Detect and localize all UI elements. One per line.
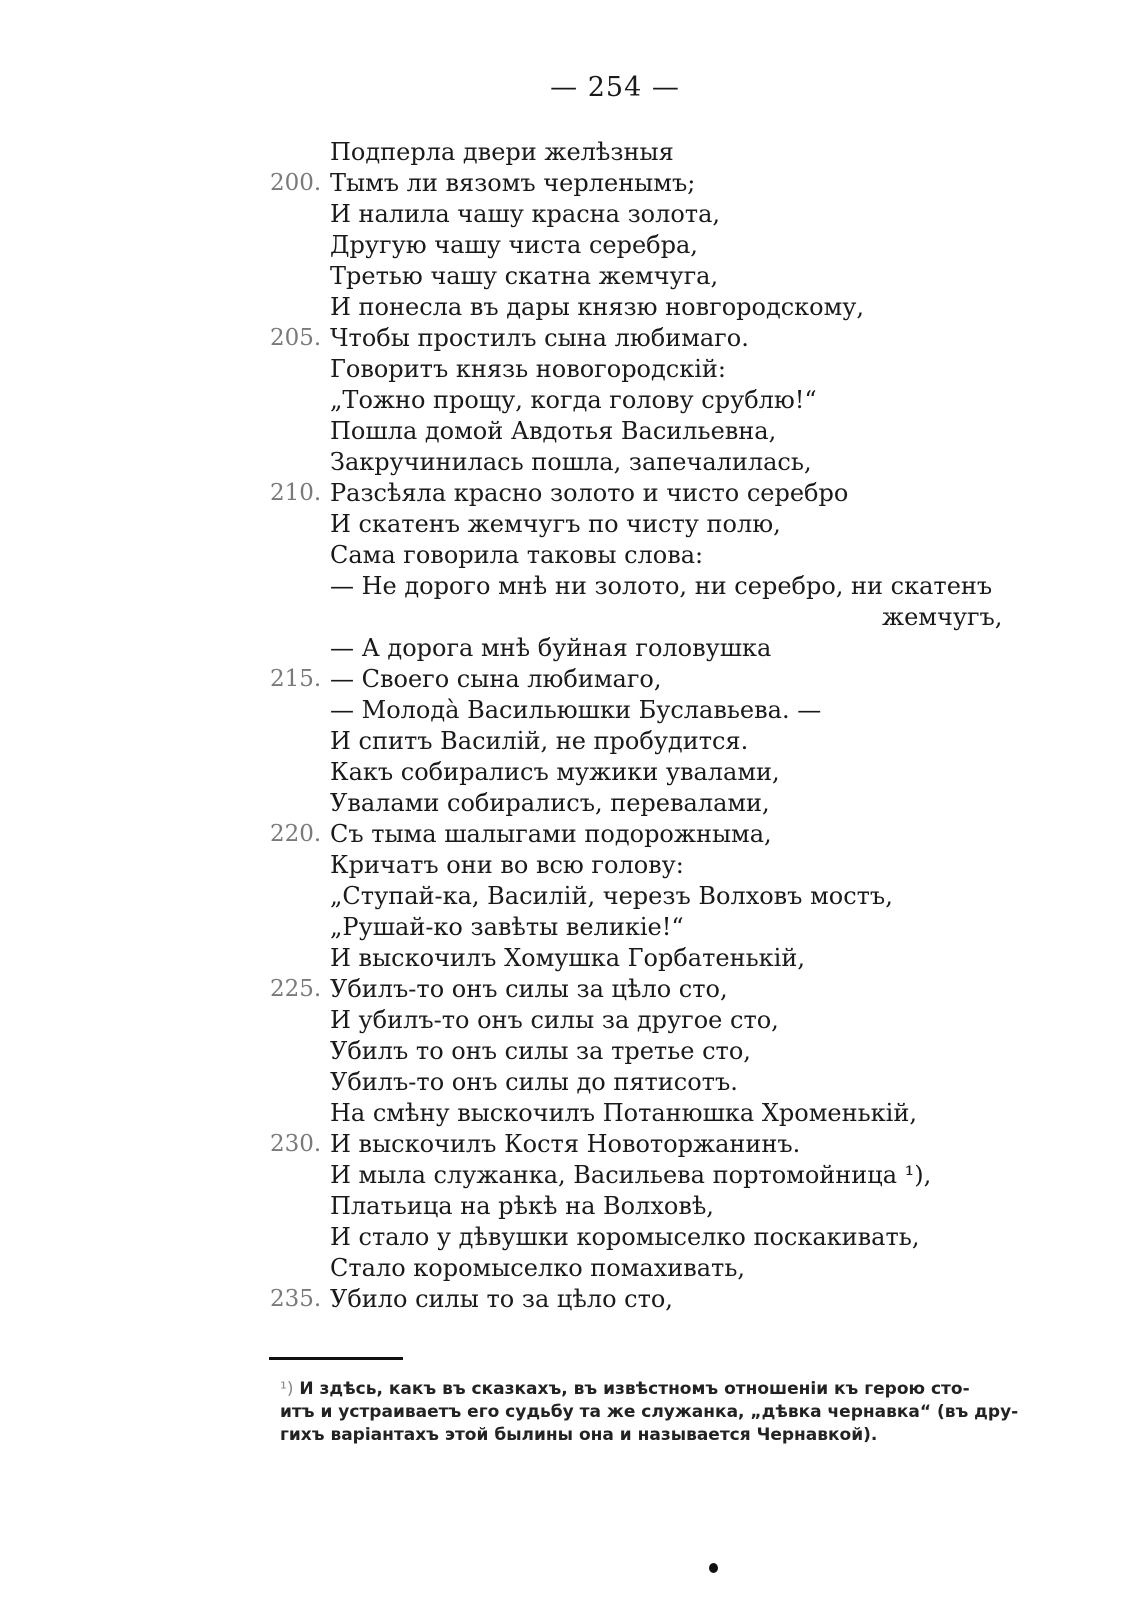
footnote-line-1 (280, 1378, 1020, 1401)
verse-text: — Своего сына любимаго, (330, 665, 662, 693)
line-number: 200. (270, 170, 322, 196)
footnote (280, 1378, 1020, 1447)
verse-line (270, 1005, 1110, 1036)
verse-text: И налила чашу красна золота, (330, 200, 721, 228)
verse-text: Стало коромыселко помахивать, (330, 1254, 746, 1282)
verse-line (270, 819, 1110, 850)
line-number: 225. (270, 976, 322, 1002)
verse-text: — А дорога мнѣ буйная головушка (330, 634, 772, 662)
verse-line (270, 1036, 1110, 1067)
verse-line (270, 633, 1110, 664)
line-number: 235. (270, 1286, 322, 1312)
verse-text: Сама говорила таковы слова: (330, 541, 704, 569)
verse-line (270, 1129, 1110, 1160)
verse-text: Другую чашу чиста серебра, (330, 231, 698, 259)
page-number: — 254 — (550, 72, 680, 103)
footnote-line-2: итъ и устраиваетъ его судьбу та же служанка, „дѣвка чернавка“ (въ дру- (280, 1402, 1019, 1422)
verse-line (270, 385, 1110, 416)
verse-line (270, 199, 1110, 230)
poem-body (270, 137, 1110, 1315)
verse-line (270, 695, 1110, 726)
footnote-mark: ¹) (280, 1379, 294, 1399)
verse-text: „Тожно прощу, когда голову срублю!“ (330, 386, 817, 414)
verse-text: — Не дорого мнѣ ни золото, ни серебро, ни скатенъ (330, 572, 993, 600)
verse-text: Какъ собиралисъ мужики увалами, (330, 758, 780, 786)
verse-text: Платьица на рѣкѣ на Волховѣ, (330, 1192, 714, 1220)
verse-text: Разсѣяла красно золото и чисто серебро (330, 479, 849, 507)
verse-line (270, 447, 1110, 478)
stray-ink-mark (709, 1563, 718, 1573)
line-number: 205. (270, 325, 322, 351)
verse-text: И стало у дѣвушки коромыселко поскакивать, (330, 1223, 920, 1251)
verse-text: „Рушай-ко завѣты великіе!“ (330, 913, 684, 941)
verse-text: И скатенъ жемчугъ по чисту полю, (330, 510, 781, 538)
footnote-text: И здѣсь, какъ въ сказкахъ, въ извѣстномъ отношеніи къ герою сто- (299, 1379, 970, 1399)
verse-line (270, 974, 1110, 1005)
verse-line (270, 416, 1110, 447)
verse-line (270, 912, 1110, 943)
verse-text: И выскочилъ Хомушка Горбатенькій, (330, 944, 805, 972)
line-number: 215. (270, 666, 322, 692)
verse-text: Говоритъ князь новогородскій: (330, 355, 726, 383)
verse-text: И мыла служанка, Васильева портомойница ¹), (330, 1161, 932, 1189)
verse-text: Тымъ ли вязомъ черленымъ; (330, 169, 696, 197)
verse-text: Чтобы простилъ сына любимаго. (330, 324, 749, 352)
verse-line (270, 881, 1110, 912)
verse-text: Съ тыма шалыгами подорожныма, (330, 820, 772, 848)
verse-line (270, 602, 1110, 633)
verse-text: Кричатъ они во всю голову: (330, 851, 684, 879)
verse-text: Закручинилась пошла, запечалилась, (330, 448, 812, 476)
verse-text: И понесла въ дары князю новгородскому, (330, 293, 865, 321)
verse-text: И убилъ-то онъ силы за другое сто, (330, 1006, 779, 1034)
verse-line (270, 1284, 1110, 1315)
line-number: 230. (270, 1131, 322, 1157)
verse-text: Убилъ-то онъ силы за цѣло сто, (330, 975, 728, 1003)
verse-line (270, 571, 1110, 602)
verse-line (270, 261, 1110, 292)
verse-text: жемчугъ, (882, 603, 1003, 631)
verse-line (270, 1253, 1110, 1284)
verse-text: На смѣну выскочилъ Потанюшка Хроменькій, (330, 1099, 917, 1127)
verse-line (270, 757, 1110, 788)
verse-line (270, 726, 1110, 757)
verse-line (270, 1191, 1110, 1222)
verse-line (270, 292, 1110, 323)
verse-line (270, 788, 1110, 819)
verse-text: И выскочилъ Костя Новоторжанинъ. (330, 1130, 801, 1158)
verse-text: „Ступай-ка, Василій, черезъ Волховъ мостъ, (330, 882, 893, 910)
verse-line (270, 137, 1110, 168)
verse-line (270, 1222, 1110, 1253)
verse-line (270, 354, 1110, 385)
line-number: 210. (270, 480, 322, 506)
verse-text: Убило силы то за цѣло сто, (330, 1285, 673, 1313)
verse-text: Увалами собиралисъ, перевалами, (330, 789, 770, 817)
verse-line (270, 540, 1110, 571)
verse-text: Убилъ-то онъ силы до пятисотъ. (330, 1068, 738, 1096)
verse-line (270, 509, 1110, 540)
verse-line (270, 168, 1110, 199)
verse-line (270, 478, 1110, 509)
verse-text: Пошла домой Авдотья Васильевна, (330, 417, 777, 445)
line-number: 220. (270, 821, 322, 847)
verse-line (270, 323, 1110, 354)
verse-line (270, 1098, 1110, 1129)
verse-text: И спитъ Василій, не пробудится. (330, 727, 749, 755)
verse-text: Третью чашу скатна жемчуга, (330, 262, 719, 290)
verse-text: Подперла двери желѣзныя (330, 138, 674, 166)
verse-text: Убилъ то онъ силы за третье сто, (330, 1037, 751, 1065)
verse-line (270, 664, 1110, 695)
footnote-separator (269, 1357, 403, 1360)
verse-line (270, 850, 1110, 881)
verse-line (270, 1160, 1110, 1191)
footnote-line-3: гихъ варіантахъ этой былины она и называется Чернавкой). (280, 1425, 878, 1445)
verse-line (270, 230, 1110, 261)
verse-line (270, 1067, 1110, 1098)
verse-text: — Молодà Васильюшки Буславьева. — (330, 696, 822, 724)
verse-line (270, 943, 1110, 974)
